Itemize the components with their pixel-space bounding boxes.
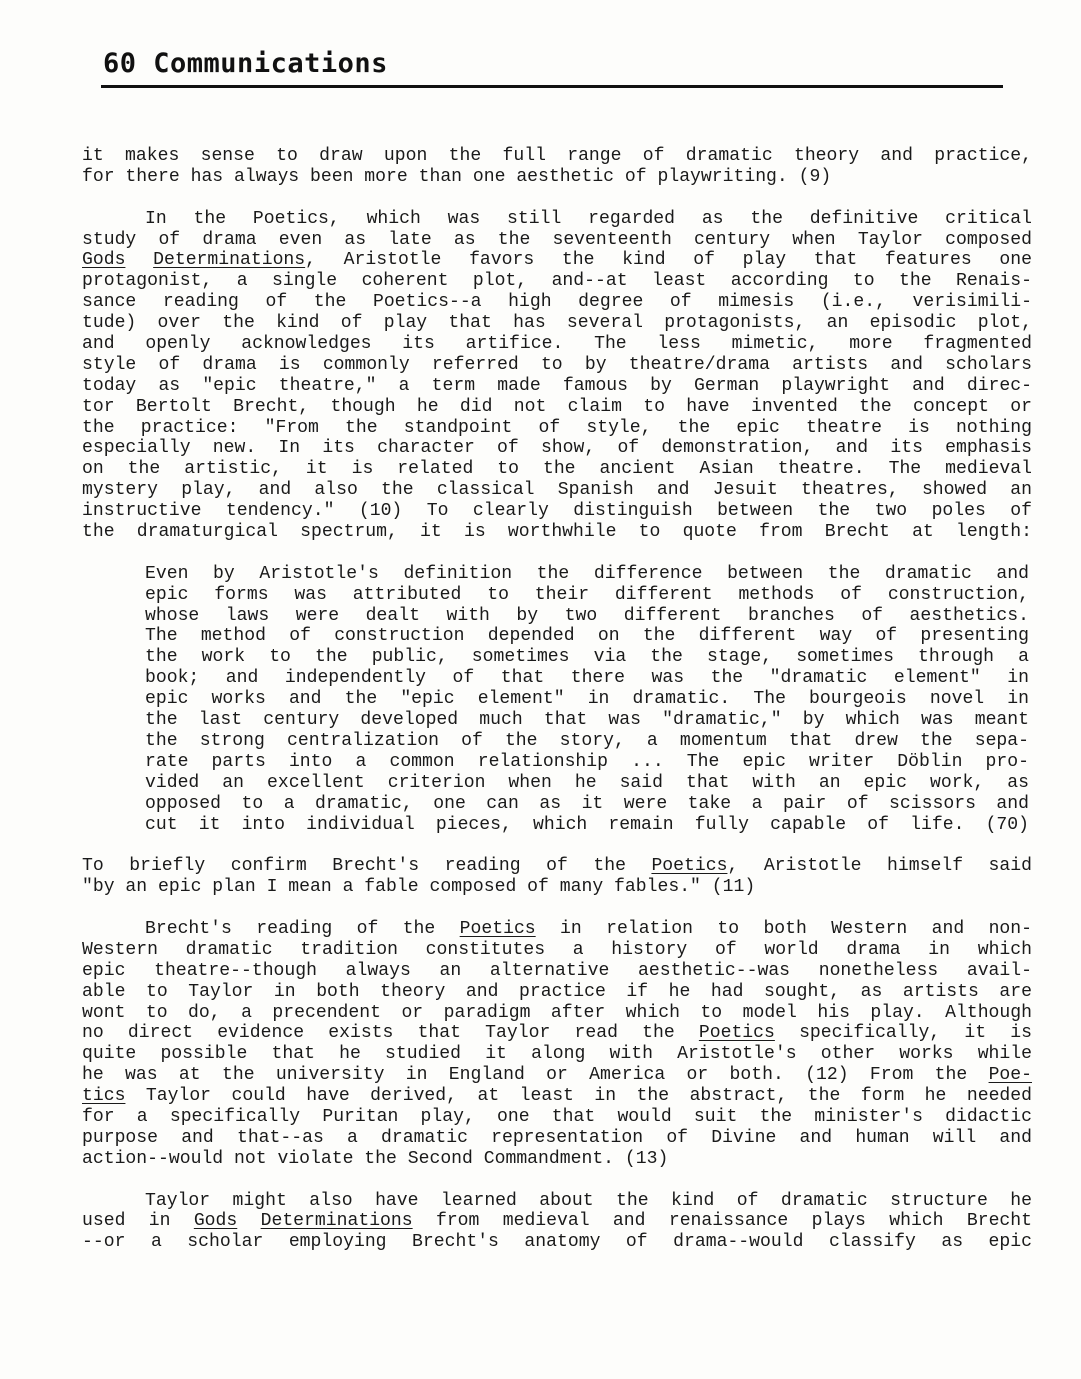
text-line: instructive tendency." (10) To clearly distinguish between the two poles of: [82, 501, 1032, 522]
quote-line: the work to the public, sometimes via the stage, sometimes through a: [145, 647, 1029, 668]
quote-line: cut it into individual pieces, which remain fully capable of life. (70): [145, 814, 1029, 835]
book-title: Poe-: [988, 1065, 1032, 1086]
paragraph: [82, 146, 1032, 188]
text-line: able to Taylor in both theory and practice if he had sought, as artists are: [82, 981, 1032, 1002]
text-line: tics Taylor could have derived, at least in the abstract, the form he needed: [82, 1086, 1032, 1107]
page-number: 60: [103, 48, 137, 79]
text-line: on the artistic, it is related to the ancient Asian theatre. The medieval: [82, 459, 1032, 480]
text-line: he was at the university in England or America or both. (12) From the Poe-: [82, 1065, 1032, 1086]
text-line: no direct evidence exists that Taylor read the Poetics specifically, it is: [82, 1023, 1032, 1044]
text-line: action--would not violate the Second Commandment. (13): [82, 1148, 669, 1169]
text-line: used in Gods Determinations from medieval and renaissance plays which Brecht: [82, 1211, 1032, 1232]
block-quote: [82, 564, 1032, 836]
book-title: Gods: [193, 1211, 238, 1232]
quote-line: vided an excellent criterion when he said that with an epic work, as: [145, 772, 1029, 793]
body-text: [82, 146, 1032, 1253]
paragraph: [82, 856, 1032, 898]
book-title: Poetics: [459, 918, 536, 939]
running-head: [101, 46, 1003, 88]
text-line: Brecht's reading of the Poetics in relation to both Western and non-: [145, 918, 1032, 939]
paragraph: [82, 919, 1032, 1170]
text-line: Gods Determinations, Aristotle favors the kind of play that features one: [82, 250, 1032, 271]
text-line: mystery play, and also the classical Spanish and Jesuit theatres, showed an: [82, 480, 1032, 501]
text-line: style of drama is commonly referred to by theatre/drama artists and scholars: [82, 354, 1032, 375]
text-line: protagonist, a single coherent plot, and--at least according to the Renais-: [82, 271, 1032, 292]
text-line: tor Bertolt Brecht, though he did not claim to have invented the concept or: [82, 396, 1032, 417]
text-line: study of drama even as late as the seventeenth century when Taylor composed: [82, 229, 1032, 250]
quote-line: rate parts into a common relationship ... The epic writer Döblin pro-: [145, 751, 1029, 772]
book-title: tics: [82, 1086, 126, 1107]
text-line: epic theatre--though always an alternative aesthetic--was nonetheless avail-: [82, 960, 1032, 981]
paragraph: [82, 209, 1032, 543]
quote-line: the strong centralization of the story, a momentum that drew the sepa-: [145, 730, 1029, 751]
text-line: "by an epic plan I mean a fable composed of many fables." (11): [82, 877, 756, 898]
quote-line: epic forms was attributed to their different methods of construction,: [145, 584, 1029, 605]
text-line: and openly acknowledges its artifice. The less mimetic, more fragmented: [82, 334, 1032, 355]
book-title: Gods: [82, 250, 126, 271]
book-title: Determinations: [260, 1211, 413, 1232]
text-line: tude) over the kind of play that has several protagonists, an episodic plot,: [82, 313, 1032, 334]
book-title: Determinations: [153, 250, 306, 271]
book-title: Poetics: [698, 1023, 775, 1044]
text-line: Western dramatic tradition constitutes a history of world drama in which: [82, 939, 1032, 960]
quote-line: book; and independently of that there was the "dramatic element" in: [145, 668, 1029, 689]
section-title: Communications: [153, 48, 388, 79]
text-line: quite possible that he studied it along with Aristotle's other works while: [82, 1044, 1032, 1065]
text-line: especially new. In its character of show, of demonstration, and its emphasis: [82, 438, 1032, 459]
book-title: Poetics: [651, 856, 728, 877]
quote-line: whose laws were dealt with by two different branches of aesthetics.: [145, 605, 1029, 626]
text-line: Taylor might also have learned about the kind of dramatic structure he: [145, 1190, 1032, 1211]
text-line: wont to do, a precendent or paradigm after which to model his play. Although: [82, 1002, 1032, 1023]
text-line: In the Poetics, which was still regarded as the definitive critical: [145, 208, 1032, 229]
paragraph: [82, 1191, 1032, 1254]
text-line: purpose and that--as a dramatic representation of Divine and human will and: [82, 1127, 1032, 1148]
quote-line: the last century developed much that was "dramatic," by which was meant: [145, 710, 1029, 731]
text-line: for there has always been more than one aesthetic of playwriting. (9): [82, 166, 832, 187]
text-line: it makes sense to draw upon the full range of dramatic theory and practice,: [82, 146, 1032, 166]
text-line: today as "epic theatre," a term made famous by German playwright and direc-: [82, 375, 1032, 396]
quote-line: The method of construction depended on the different way of presenting: [145, 626, 1029, 647]
quote-line: epic works and the "epic element" in dramatic. The bourgeois novel in: [145, 689, 1029, 710]
text-line: To briefly confirm Brecht's reading of the Poetics, Aristotle himself said: [82, 856, 1032, 877]
text-line: the practice: "From the standpoint of style, the epic theatre is nothing: [82, 417, 1032, 438]
quote-line: Even by Aristotle's definition the difference between the dramatic and: [145, 563, 1029, 584]
text-line: the dramaturgical spectrum, it is worthwhile to quote from Brecht at length:: [82, 522, 1032, 543]
text-line: sance reading of the Poetics--a high degree of mimesis (i.e., verisimili-: [82, 292, 1032, 313]
text-line: for a specifically Puritan play, one that would suit the minister's didactic: [82, 1106, 1032, 1127]
page-header-text: [103, 48, 388, 79]
text-line: --or a scholar employing Brecht's anatomy of drama--would classify as epic: [82, 1232, 1032, 1253]
quote-line: opposed to a dramatic, one can as it were take a pair of scissors and: [145, 793, 1029, 814]
